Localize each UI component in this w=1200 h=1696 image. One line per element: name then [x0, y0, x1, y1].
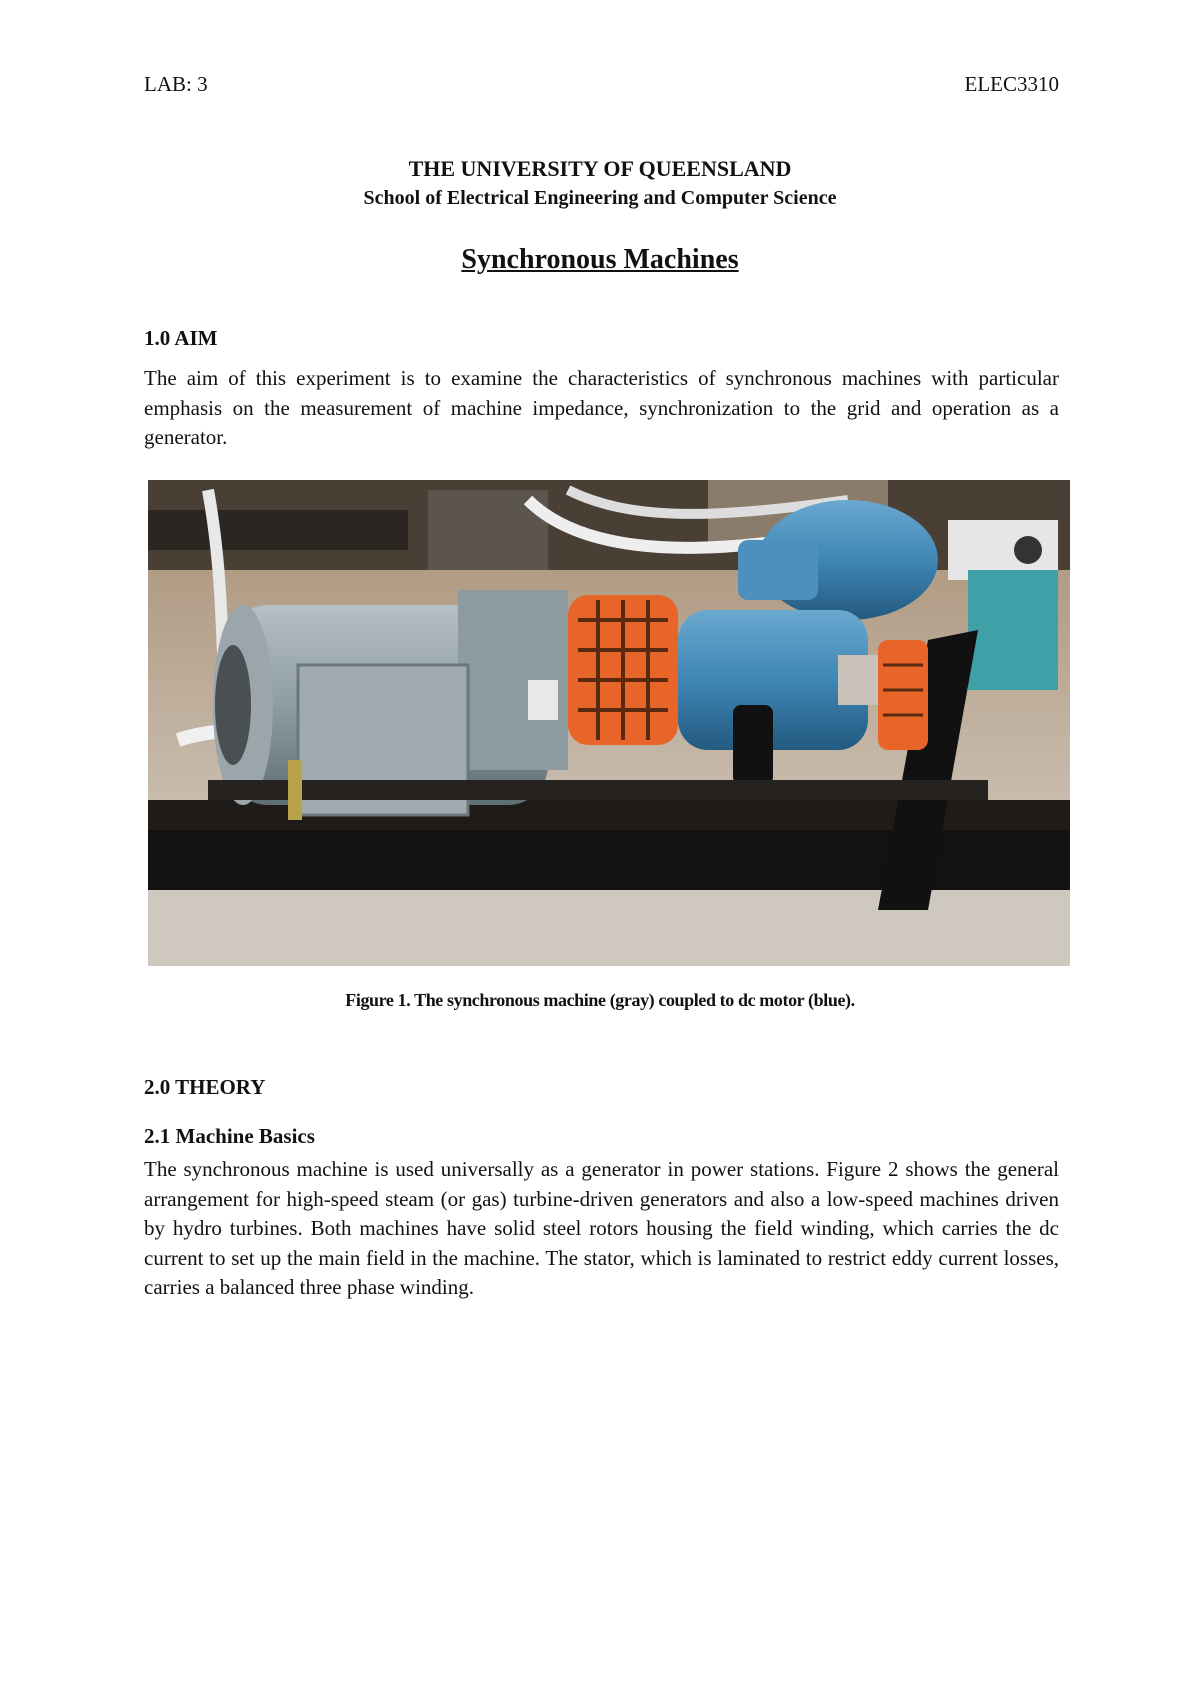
- aim-heading: 1.0 AIM: [144, 326, 218, 350]
- aim-paragraph: The aim of this experiment is to examine the characteristics of synchronous machines with particular emphasis on the measurement of machine impedance, synchronization to the grid and operation as a generator.: [144, 366, 1059, 449]
- machine-basics-heading: 2.1 Machine Basics: [144, 1124, 315, 1148]
- header-course-code: ELEC3310: [964, 72, 1059, 96]
- university-name: THE UNIVERSITY OF QUEENSLAND: [408, 156, 792, 181]
- document-title: Synchronous Machines: [461, 244, 739, 275]
- school-name: School of Electrical Engineering and Computer Science: [363, 187, 837, 209]
- theory-heading: 2.0 THEORY: [144, 1075, 266, 1099]
- figure-1-caption: Figure 1. The synchronous machine (gray) coupled to dc motor (blue).: [345, 990, 855, 1010]
- machine-photo-illustration: [148, 480, 1070, 966]
- machine-basics-paragraph: The synchronous machine is used universally as a generator in power stations. Figure 2 shows the general arrangement for high-speed steam (or gas) turbine-driven generators and also a low-speed machines driven by hydro turbines. Both machines have solid steel rotors housing the field winding, which carries the dc current to set up the main field in the machine. The stator, which is laminated to restrict eddy current losses, carries a balanced three phase winding.: [144, 1157, 1059, 1299]
- figure-1-photo: [148, 480, 1070, 966]
- header-lab-number: LAB: 3: [144, 72, 208, 96]
